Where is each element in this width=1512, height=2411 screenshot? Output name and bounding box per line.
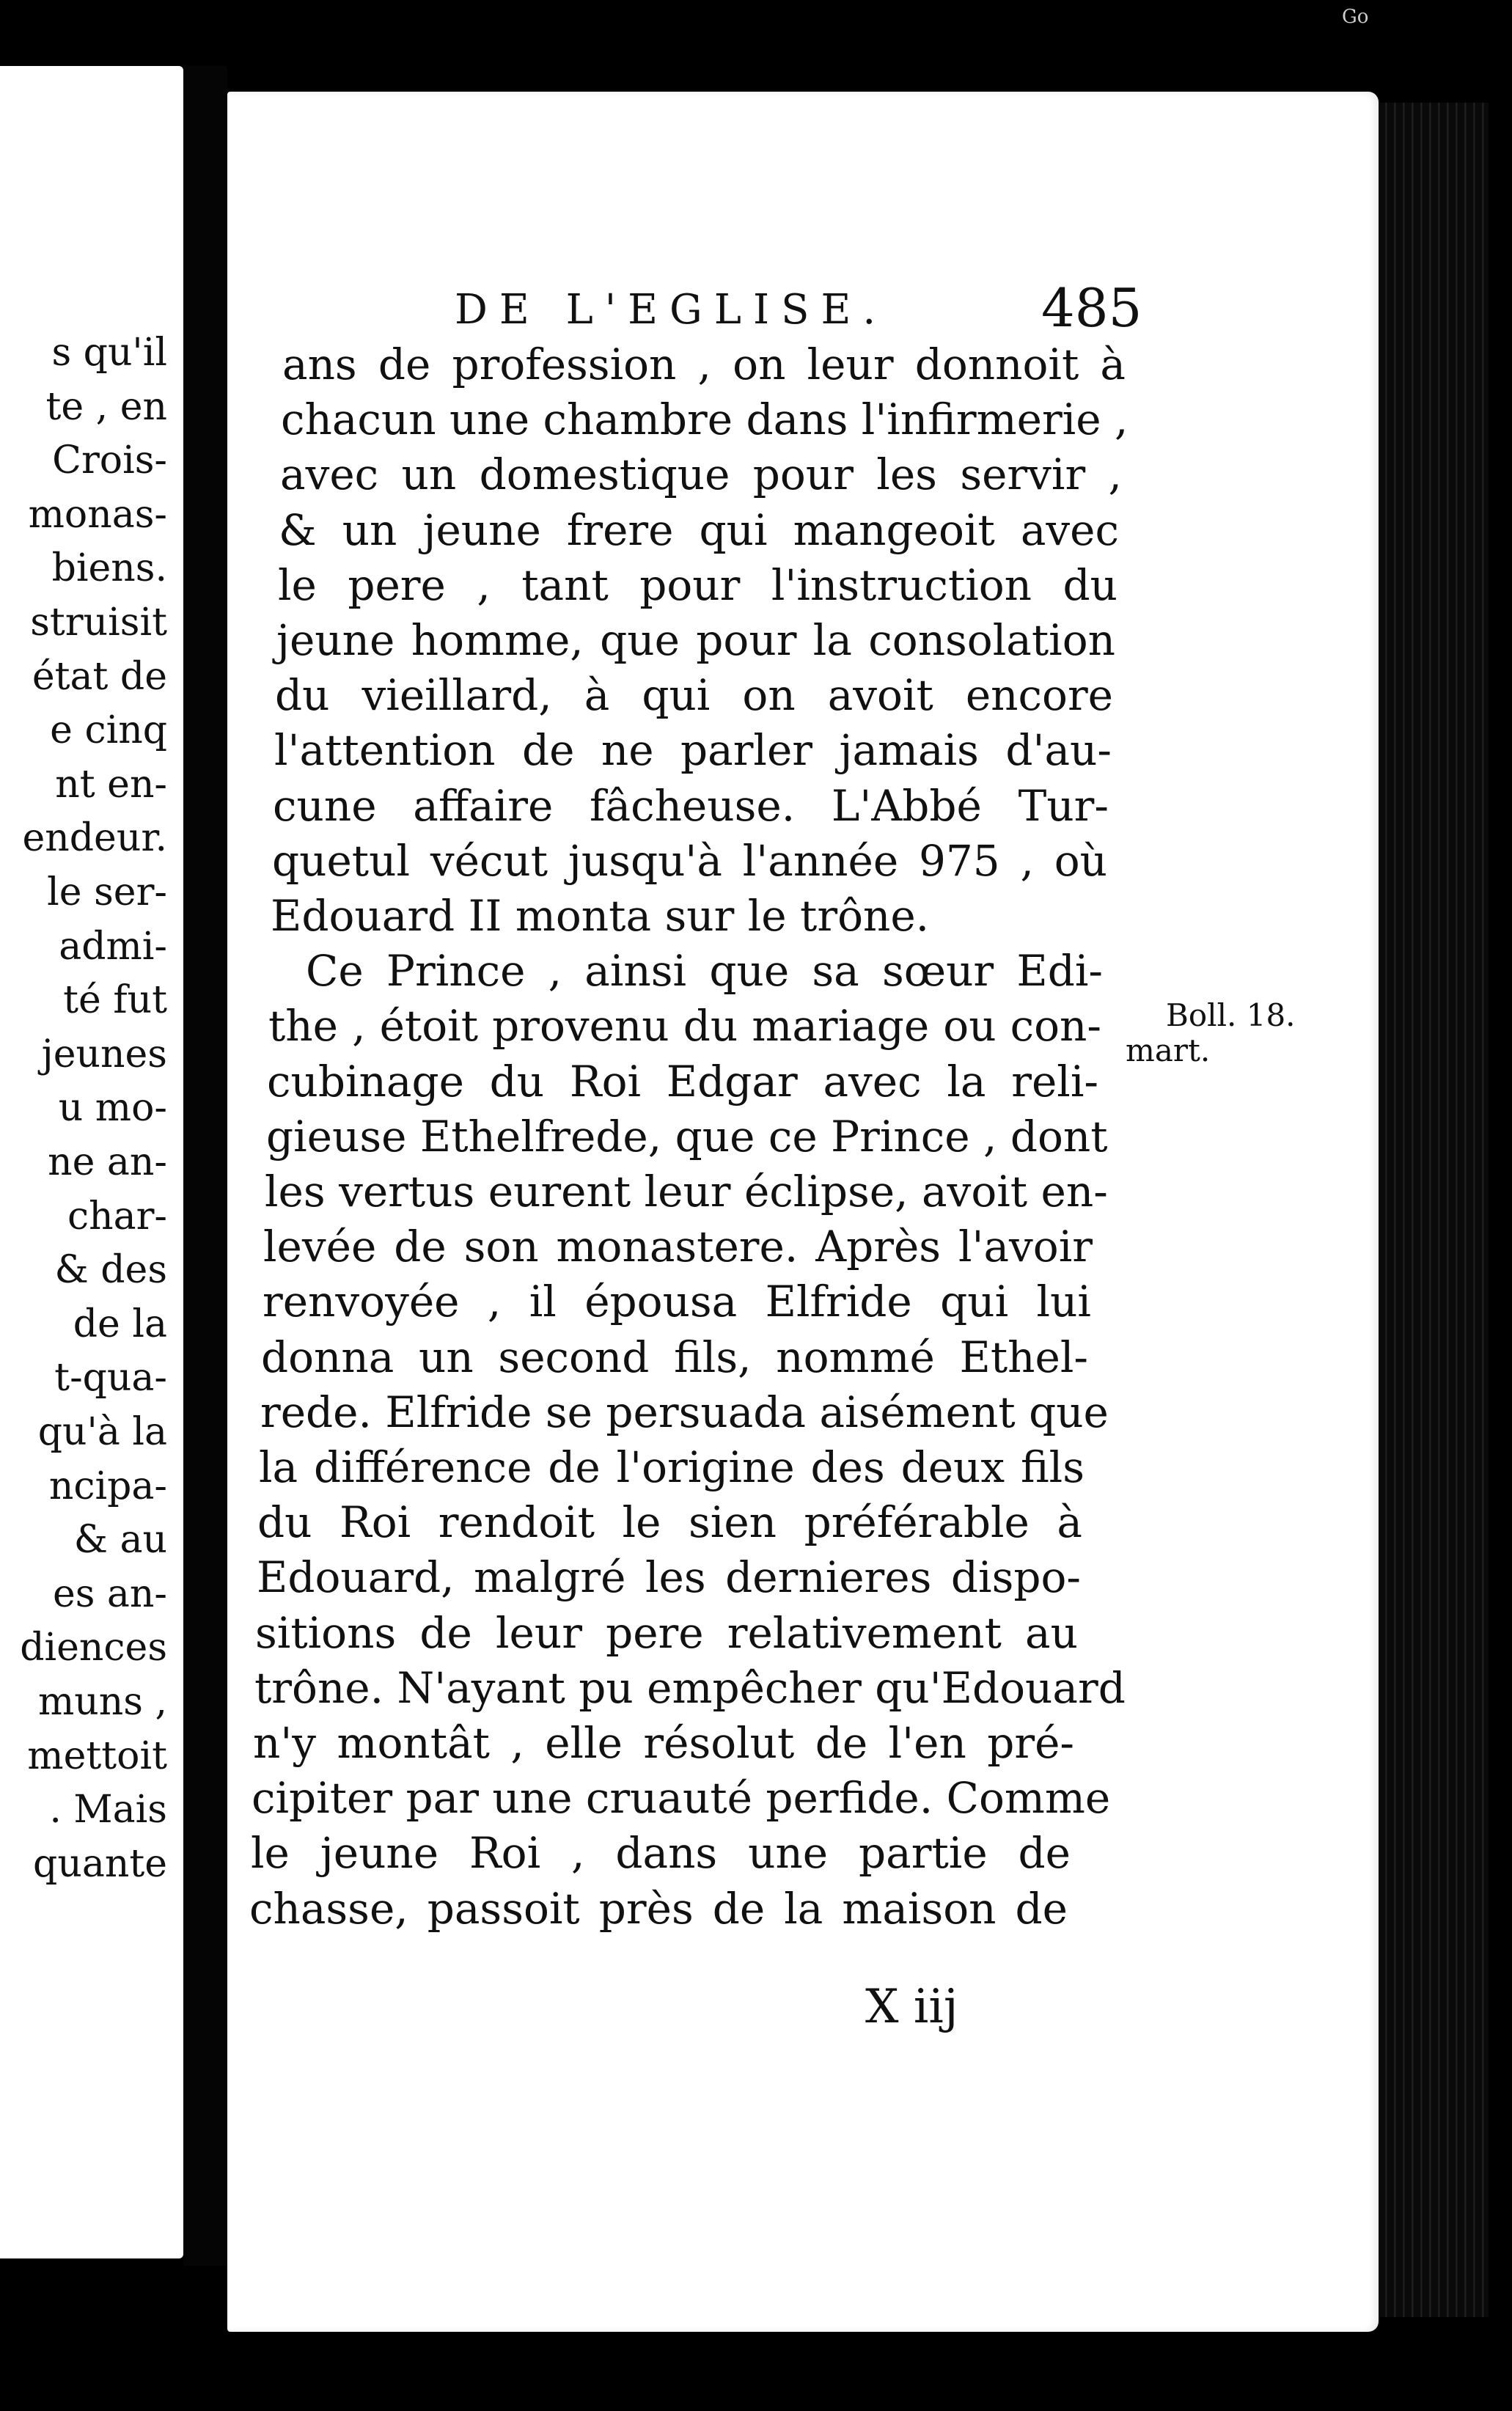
body-line: rede. Elfride se persuada aisément que [260, 1387, 1109, 1437]
body-line: chacun une chambre dans l'infirmerie , [281, 395, 1129, 445]
previous-page-line: char- [67, 1194, 167, 1238]
previous-page-line: . Mais [49, 1788, 167, 1832]
page-number: 485 [1041, 277, 1142, 339]
body-line: Edouard, malgré les dernieres dispo- [257, 1552, 1081, 1603]
body-line: sitions de leur pere relativement au [255, 1607, 1078, 1658]
body-line: donna un second fils, nommé Ethel- [261, 1332, 1088, 1382]
previous-page-line: nt en- [55, 762, 167, 807]
previous-page-line: u mo- [58, 1086, 167, 1131]
body-line: & un jeune frere qui mangeoit avec [279, 504, 1119, 555]
previous-page-line: ncipa- [48, 1464, 167, 1508]
previous-page-line: diences [20, 1626, 167, 1670]
body-line: jeune homme, que pour la consolation [276, 615, 1115, 665]
body-line: n'y montât , elle résolut de l'en pré- [253, 1718, 1074, 1768]
previous-page-line: admi- [59, 924, 167, 969]
body-line: la différence de l'origine des deux fils [259, 1442, 1085, 1492]
previous-page-line: te , en [45, 384, 167, 429]
body-line: les vertus eurent leur éclipse, avoit en- [265, 1167, 1108, 1216]
previous-page-line: s qu'il [51, 331, 167, 375]
previous-page-line: & des [54, 1248, 167, 1293]
body-line: trône. N'ayant pu empêcher qu'Edouard [254, 1662, 1126, 1713]
body-line: le jeune Roi , dans une partie de [251, 1828, 1071, 1879]
body-line: l'attention de ne parler jamais d'au- [274, 725, 1112, 776]
previous-page-line: de la [73, 1302, 167, 1346]
body-line: cipiter par une cruauté perfide. Comme [252, 1773, 1111, 1824]
previous-page-line: ne an- [48, 1140, 167, 1184]
previous-page-line: mettoit [27, 1733, 167, 1778]
body-line: levée de son monastere. Après l'avoir [263, 1222, 1093, 1272]
previous-page-line: es an- [52, 1571, 167, 1616]
signature-mark: X iij [865, 1980, 958, 2034]
body-line: gieuse Ethelfrede, que ce Prince , dont [266, 1111, 1108, 1162]
body-line: cune affaire fâcheuse. L'Abbé Tur- [273, 780, 1109, 831]
previous-page-line: & au [73, 1518, 167, 1563]
body-line: cubinage du Roi Edgar avec la reli- [267, 1056, 1098, 1107]
previous-page-line: monas- [28, 492, 167, 537]
body-line: the , étoit provenu du mariage ou con- [268, 1001, 1101, 1052]
previous-page-line: struisit [30, 601, 167, 645]
previous-page-line: jeunes [41, 1032, 167, 1076]
body-line: avec un domestique pour les servir , [280, 449, 1122, 500]
body-line: ans de profession , on leur donnoit à [282, 340, 1126, 389]
body-line: du vieillard, à qui on avoit encore [275, 670, 1113, 721]
previous-page-line: Crois- [52, 438, 167, 483]
previous-page-line: e cinq [50, 708, 167, 753]
body-line: Ce Prince , ainsi que sa sœur Edi- [306, 946, 1103, 997]
margin-note-month: mart. [1126, 1032, 1211, 1068]
page-edges [1379, 103, 1489, 2317]
previous-page-line: biens. [51, 546, 167, 591]
previous-page-line: le ser- [47, 870, 167, 914]
running-head: DE L'EGLISE. [455, 286, 888, 334]
body-line: chasse, passoit près de la maison de [249, 1883, 1068, 1934]
margin-note-reference: Boll. 18. [1166, 997, 1296, 1033]
previous-page-line: t-qua- [54, 1356, 167, 1401]
previous-page-line: état de [32, 654, 167, 699]
previous-page-line: qu'à la [37, 1410, 167, 1454]
previous-page-fragment [0, 66, 183, 2258]
body-line: Edouard II monta sur le trône. [271, 891, 930, 941]
previous-page-line: endeur. [22, 816, 167, 861]
body-line: le pere , tant pour l'instruction du [278, 559, 1118, 610]
book-gutter [183, 66, 227, 2266]
body-line: du Roi rendoit le sien préférable à [257, 1497, 1082, 1548]
corner-mark: Go [1342, 6, 1369, 28]
previous-page-line: quante [33, 1841, 167, 1886]
body-line: renvoyée , il épousa Elfride qui lui [263, 1277, 1091, 1327]
previous-page-line: té fut [63, 978, 167, 1023]
previous-page-line: muns , [37, 1680, 167, 1724]
body-line: quetul vécut jusqu'à l'année 975 , où [272, 835, 1107, 886]
